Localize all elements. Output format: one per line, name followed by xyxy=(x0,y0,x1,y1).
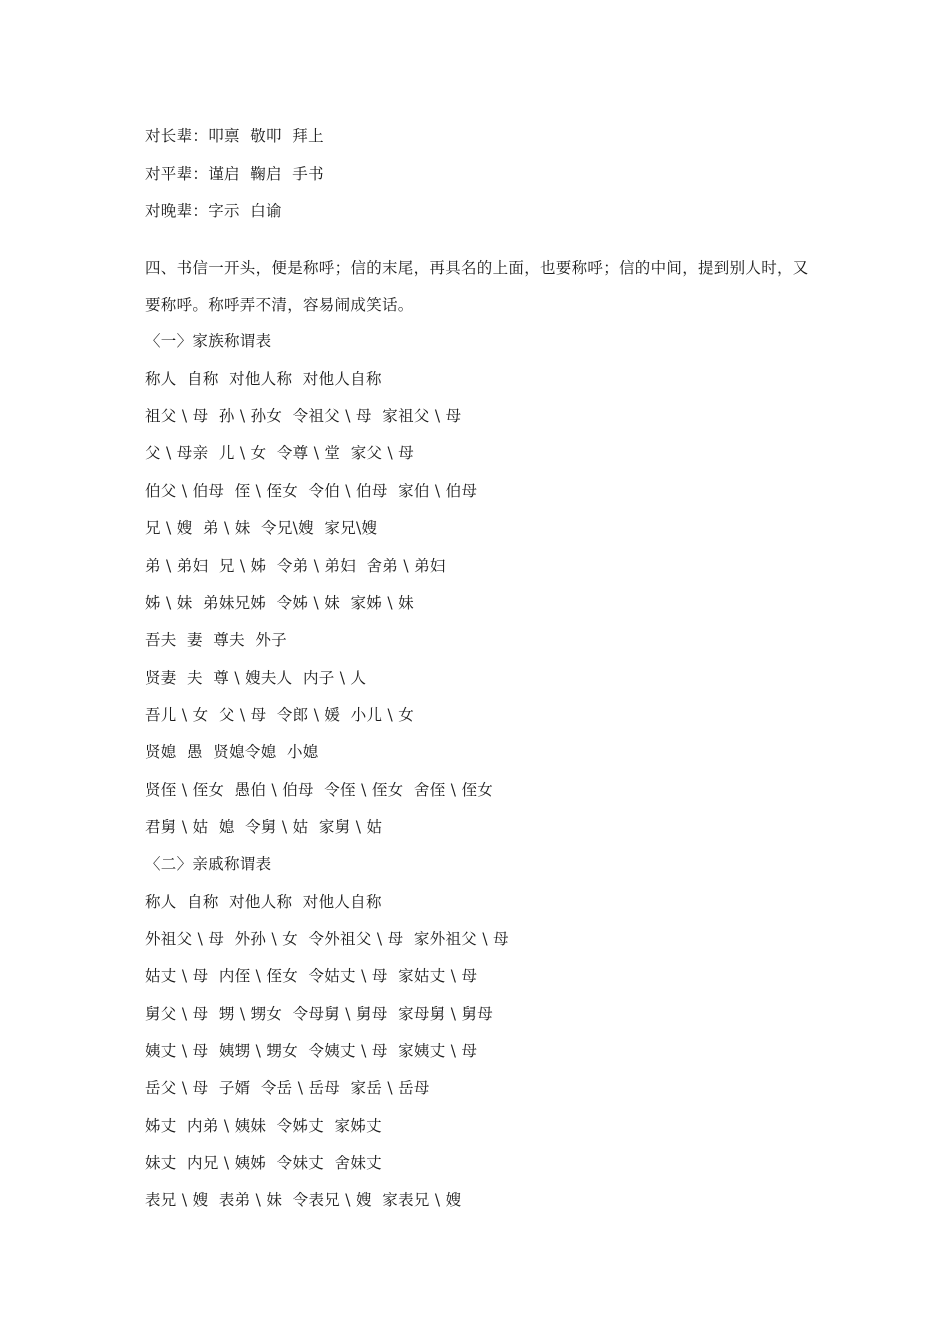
relatives-table-row: 妹丈 内兄 \ 姨姊 令妹丈 舍妹丈 xyxy=(145,1154,382,1172)
family-table-row: 弟 \ 弟妇 兄 \ 姊 令弟 \ 弟妇 舍弟 \ 弟妇 xyxy=(145,557,446,575)
family-table-row: 贤妻 夫 尊 \ 嫂夫人 内子 \ 人 xyxy=(145,669,367,687)
relatives-table-row: 姊丈 内弟 \ 姨妹 令姊丈 家姊丈 xyxy=(145,1117,382,1135)
family-table-header: 称人 自称 对他人称 对他人自称 xyxy=(145,370,382,388)
relatives-table-row: 姑丈 \ 母 内侄 \ 侄女 令姑丈 \ 母 家姑丈 \ 母 xyxy=(145,967,478,985)
family-table-row: 吾儿 \ 女 父 \ 母 令郎 \ 媛 小儿 \ 女 xyxy=(145,706,415,724)
section-four-paragraph: 四、书信一开头，便是称呼；信的末尾，再具名的上面，也要称呼；信的中间，提到别人时，又要称呼。称呼弄不清，容易闹成笑话。 xyxy=(145,259,809,314)
family-table-row: 兄 \ 嫂 弟 \ 妹 令兄\嫂 家兄\嫂 xyxy=(145,519,378,537)
family-table-row: 姊 \ 妹 弟妹兄姊 令姊 \ 妹 家姊 \ 妹 xyxy=(145,594,414,612)
relatives-table-row: 外祖父 \ 母 外孙 \ 女 令外祖父 \ 母 家外祖父 \ 母 xyxy=(145,930,509,948)
closing-line-juniors: 对晚辈：字示 白谕 xyxy=(145,202,282,220)
relatives-table-title: 〈二〉亲戚称谓表 xyxy=(145,855,272,873)
relatives-table-row: 表兄 \ 嫂 表弟 \ 妹 令表兄 \ 嫂 家表兄 \ 嫂 xyxy=(145,1191,462,1209)
family-table-row: 君舅 \ 姑 媳 令舅 \ 姑 家舅 \ 姑 xyxy=(145,818,383,836)
family-table-title: 〈一〉家族称谓表 xyxy=(145,332,272,350)
relatives-table-row: 舅父 \ 母 甥 \ 甥女 令母舅 \ 舅母 家母舅 \ 舅母 xyxy=(145,1005,494,1023)
relatives-table-row: 姨丈 \ 母 姨甥 \ 甥女 令姨丈 \ 母 家姨丈 \ 母 xyxy=(145,1042,478,1060)
family-table-row: 吾夫 妻 尊夫 外子 xyxy=(145,631,287,649)
relatives-table-header: 称人 自称 对他人称 对他人自称 xyxy=(145,893,382,911)
family-table-row: 祖父 \ 母 孙 \ 孙女 令祖父 \ 母 家祖父 \ 母 xyxy=(145,407,462,425)
relatives-table-row: 岳父 \ 母 子婿 令岳 \ 岳母 家岳 \ 岳母 xyxy=(145,1079,430,1097)
family-table-row: 父 \ 母亲 儿 \ 女 令尊 \ 堂 家父 \ 母 xyxy=(145,444,415,462)
family-table-row: 贤侄 \ 侄女 愚伯 \ 伯母 令侄 \ 侄女 舍侄 \ 侄女 xyxy=(145,781,494,799)
closing-line-elders: 对长辈：叩禀 敬叩 拜上 xyxy=(145,127,324,145)
closing-line-peers: 对平辈：谨启 鞠启 手书 xyxy=(145,165,324,183)
family-table-row: 贤媳 愚 贤媳令媳 小媳 xyxy=(145,743,319,761)
family-table-row: 伯父 \ 伯母 侄 \ 侄女 令伯 \ 伯母 家伯 \ 伯母 xyxy=(145,482,478,500)
